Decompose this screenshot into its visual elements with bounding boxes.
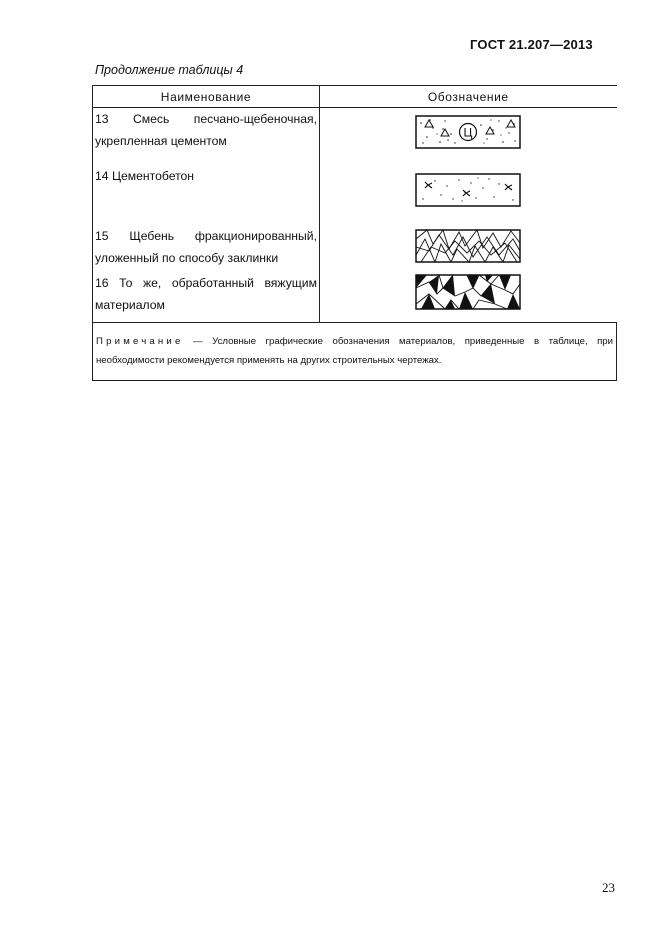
symbol-letter: Ц: [463, 125, 473, 140]
page-number: 23: [602, 880, 615, 895]
document-code: ГОСТ 21.207—2013: [470, 37, 593, 52]
row-name-text: 15 Щебень фракционированный, уложенный по способу заклинки: [95, 229, 317, 265]
row-name-cell: [93, 108, 320, 166]
sand-gravel-cement-mix-symbol-icon: [415, 115, 521, 149]
row-name-text: 14 Цементобетон: [95, 169, 195, 183]
column-header-name: Наименование: [93, 86, 320, 108]
cement-concrete-symbol-icon: [415, 173, 521, 207]
table-row: [93, 225, 617, 272]
row-name-cell: [93, 225, 320, 272]
table-row: [93, 165, 617, 225]
table-caption: Продолжение таблицы 4: [95, 63, 244, 77]
fractionated-crushed-stone-symbol-icon: [415, 229, 521, 263]
note-label: Примечание: [96, 336, 184, 347]
binder-treated-crushed-stone-symbol-icon: [415, 274, 521, 310]
table-note-row: [93, 323, 617, 381]
row-symbol-cell: [320, 225, 617, 272]
materials-table: [92, 85, 617, 381]
row-name-text: 16 То же, обработанный вяжущим материалом: [95, 276, 317, 312]
table-row: [93, 108, 617, 166]
row-symbol-cell: [320, 272, 617, 323]
note-text: — Условные графические обозначения материалов, приведенные в таблице, при необходимости рекомендуется применять на других строительных чертежах.: [96, 336, 613, 366]
table-note: [93, 323, 617, 381]
row-name-text: 13 Смесь песчано-щебеночная, укрепленная цементом: [95, 112, 317, 148]
row-symbol-cell: [320, 165, 617, 225]
row-name-cell: [93, 272, 320, 323]
row-symbol-cell: [320, 108, 617, 166]
table-row: [93, 272, 617, 323]
table-header-row: [93, 86, 617, 108]
row-name-cell: [93, 165, 320, 225]
column-header-symbol: Обозначение: [320, 86, 617, 108]
